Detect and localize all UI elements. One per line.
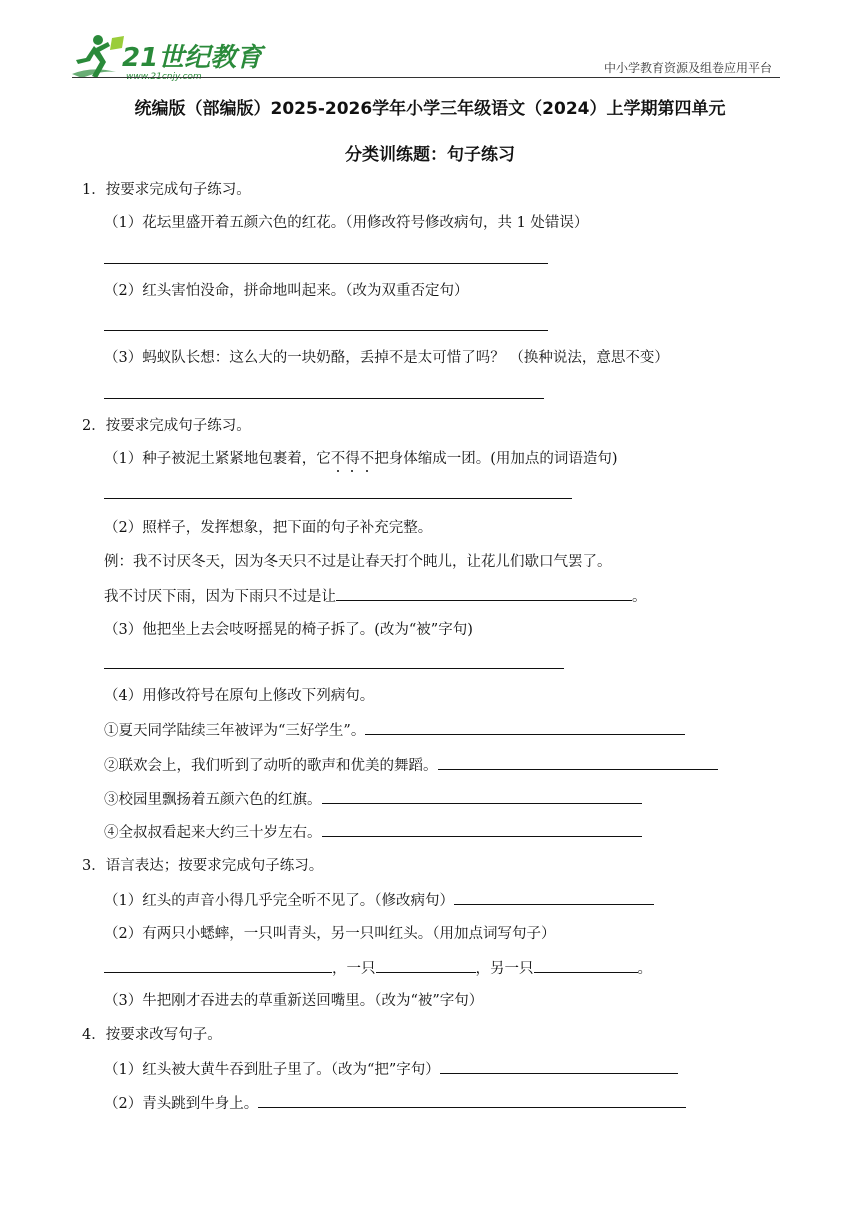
logo-url: www.21cnjy.com xyxy=(126,72,202,82)
q3-fill-end: 。 xyxy=(637,961,652,977)
q2-item-3-text: ③校园里飘扬着五颜六色的红旗。 xyxy=(104,792,322,808)
q4-sub1-text: （1）红头被大黄牛吞到肚子里了。（改为“把”字句） xyxy=(104,1062,440,1078)
q2-item-4-blank[interactable] xyxy=(322,822,642,837)
q2-fill-pre: 我不讨厌下雨，因为下雨只不过是让 xyxy=(104,589,336,605)
q2-example: 例：我不讨厌冬天，因为冬天只不过是让春天打个盹儿，让花儿们歇口气罢了。 xyxy=(104,554,612,570)
q3-fill-sep2: ，另一只 xyxy=(475,961,534,977)
q3-sub1-blank[interactable] xyxy=(454,890,654,905)
q2-stem: 2．按要求完成句子练习。 xyxy=(82,418,251,434)
q3-sub2: （2）有两只小蟋蟀，一只叫青头，另一只叫红头。（用加点词写句子） xyxy=(104,926,556,942)
q3-fill-blank-2[interactable] xyxy=(376,958,476,973)
q2-item-1-text: ①夏天同学陆续三年被评为“三好学生”。 xyxy=(104,723,366,739)
q3-fill-blank-3[interactable] xyxy=(534,958,638,973)
q2-sub2: （2）照样子，发挥想象，把下面的句子补充完整。 xyxy=(104,520,433,536)
q4-sub2-blank[interactable] xyxy=(258,1093,686,1108)
q2-sub1-pre: （1）种子被泥土紧紧地包裹着，它 xyxy=(104,451,331,467)
q2-fill-blank[interactable] xyxy=(336,586,632,601)
q2-item-3-blank[interactable] xyxy=(322,789,642,804)
q2-item-4-text: ④全叔叔看起来大约三十岁左右。 xyxy=(104,825,322,841)
q3-sub1 xyxy=(104,890,654,911)
q3-fill-sep1: ，一只 xyxy=(332,961,376,977)
q2-sub3: （3）他把坐上去会吱呀摇晃的椅子拆了。(改为“被”字句) xyxy=(104,622,473,638)
dotted-char-3: 不 xyxy=(359,451,375,467)
q3-fill-blank-1[interactable] xyxy=(104,958,332,973)
q2-sub1-post: 把身体缩成一团。(用加点的词语造句) xyxy=(374,451,618,467)
runner-logo-icon xyxy=(72,32,263,82)
q2-sub4: （4）用修改符号在原句上修改下列病句。 xyxy=(104,688,375,704)
q4-sub1 xyxy=(104,1059,678,1080)
q3-sub1-text: （1）红头的声音小得几乎完全听不见了。（修改病句） xyxy=(104,893,454,909)
q3-sub2-fill xyxy=(104,958,652,979)
q3-stem: 3．语言表达；按要求完成句子练习。 xyxy=(82,858,324,874)
q3-sub3: （3）牛把刚才吞进去的草重新送回嘴里。（改为“被”字句） xyxy=(104,993,484,1009)
q2-item-2 xyxy=(104,755,718,776)
q1-sub1: （1）花坛里盛开着五颜六色的红花。（用修改符号修改病句，共 1 处错误） xyxy=(104,215,589,231)
page-subtitle: 分类训练题：句子练习 xyxy=(345,145,515,165)
q2-item-1-blank[interactable] xyxy=(365,720,685,735)
q2-sub1-answer-line[interactable] xyxy=(104,498,572,499)
q4-sub2-text: （2）青头跳到牛身上。 xyxy=(104,1096,259,1112)
q1-sub1-answer-line[interactable] xyxy=(104,263,548,264)
dotted-char-2: 得 xyxy=(345,451,360,467)
q1-sub2-answer-line[interactable] xyxy=(104,330,548,331)
q2-item-2-text: ②联欢会上，我们听到了动听的歌声和优美的舞蹈。 xyxy=(104,758,438,774)
q2-item-2-blank[interactable] xyxy=(438,755,718,770)
logo-text: 21世纪教育 xyxy=(122,43,263,73)
q2-fill-post: 。 xyxy=(632,589,647,605)
q1-sub3-answer-line[interactable] xyxy=(104,398,544,399)
q2-item-1 xyxy=(104,720,685,741)
page-header xyxy=(72,28,780,82)
q1-sub3: （3）蚂蚁队长想：这么大的一块奶酪，丢掉不是太可惜了吗？ （换种说法，意思不变） xyxy=(104,350,669,366)
header-divider xyxy=(72,77,780,78)
q4-stem: 4．按要求改写句子。 xyxy=(82,1027,222,1043)
q4-sub2 xyxy=(104,1093,686,1114)
q2-sub1 xyxy=(104,449,618,469)
q2-item-4 xyxy=(104,822,642,843)
q2-sub1-dotted-word xyxy=(331,451,375,467)
q2-fill-sentence xyxy=(104,586,647,607)
q2-sub3-answer-line[interactable] xyxy=(104,668,564,669)
q1-sub2: （2）红头害怕没命，拼命地叫起来。（改为双重否定句） xyxy=(104,283,469,299)
q1-stem: 1．按要求完成句子练习。 xyxy=(82,182,251,198)
dotted-char-1: 不 xyxy=(330,451,346,467)
q4-sub1-blank[interactable] xyxy=(440,1059,678,1074)
platform-name: 中小学教育资源及组卷应用平台 xyxy=(603,61,772,75)
q2-item-3 xyxy=(104,789,642,810)
page-title: 统编版（部编版）2025-2026学年小学三年级语文（2024）上学期第四单元 xyxy=(134,99,726,119)
